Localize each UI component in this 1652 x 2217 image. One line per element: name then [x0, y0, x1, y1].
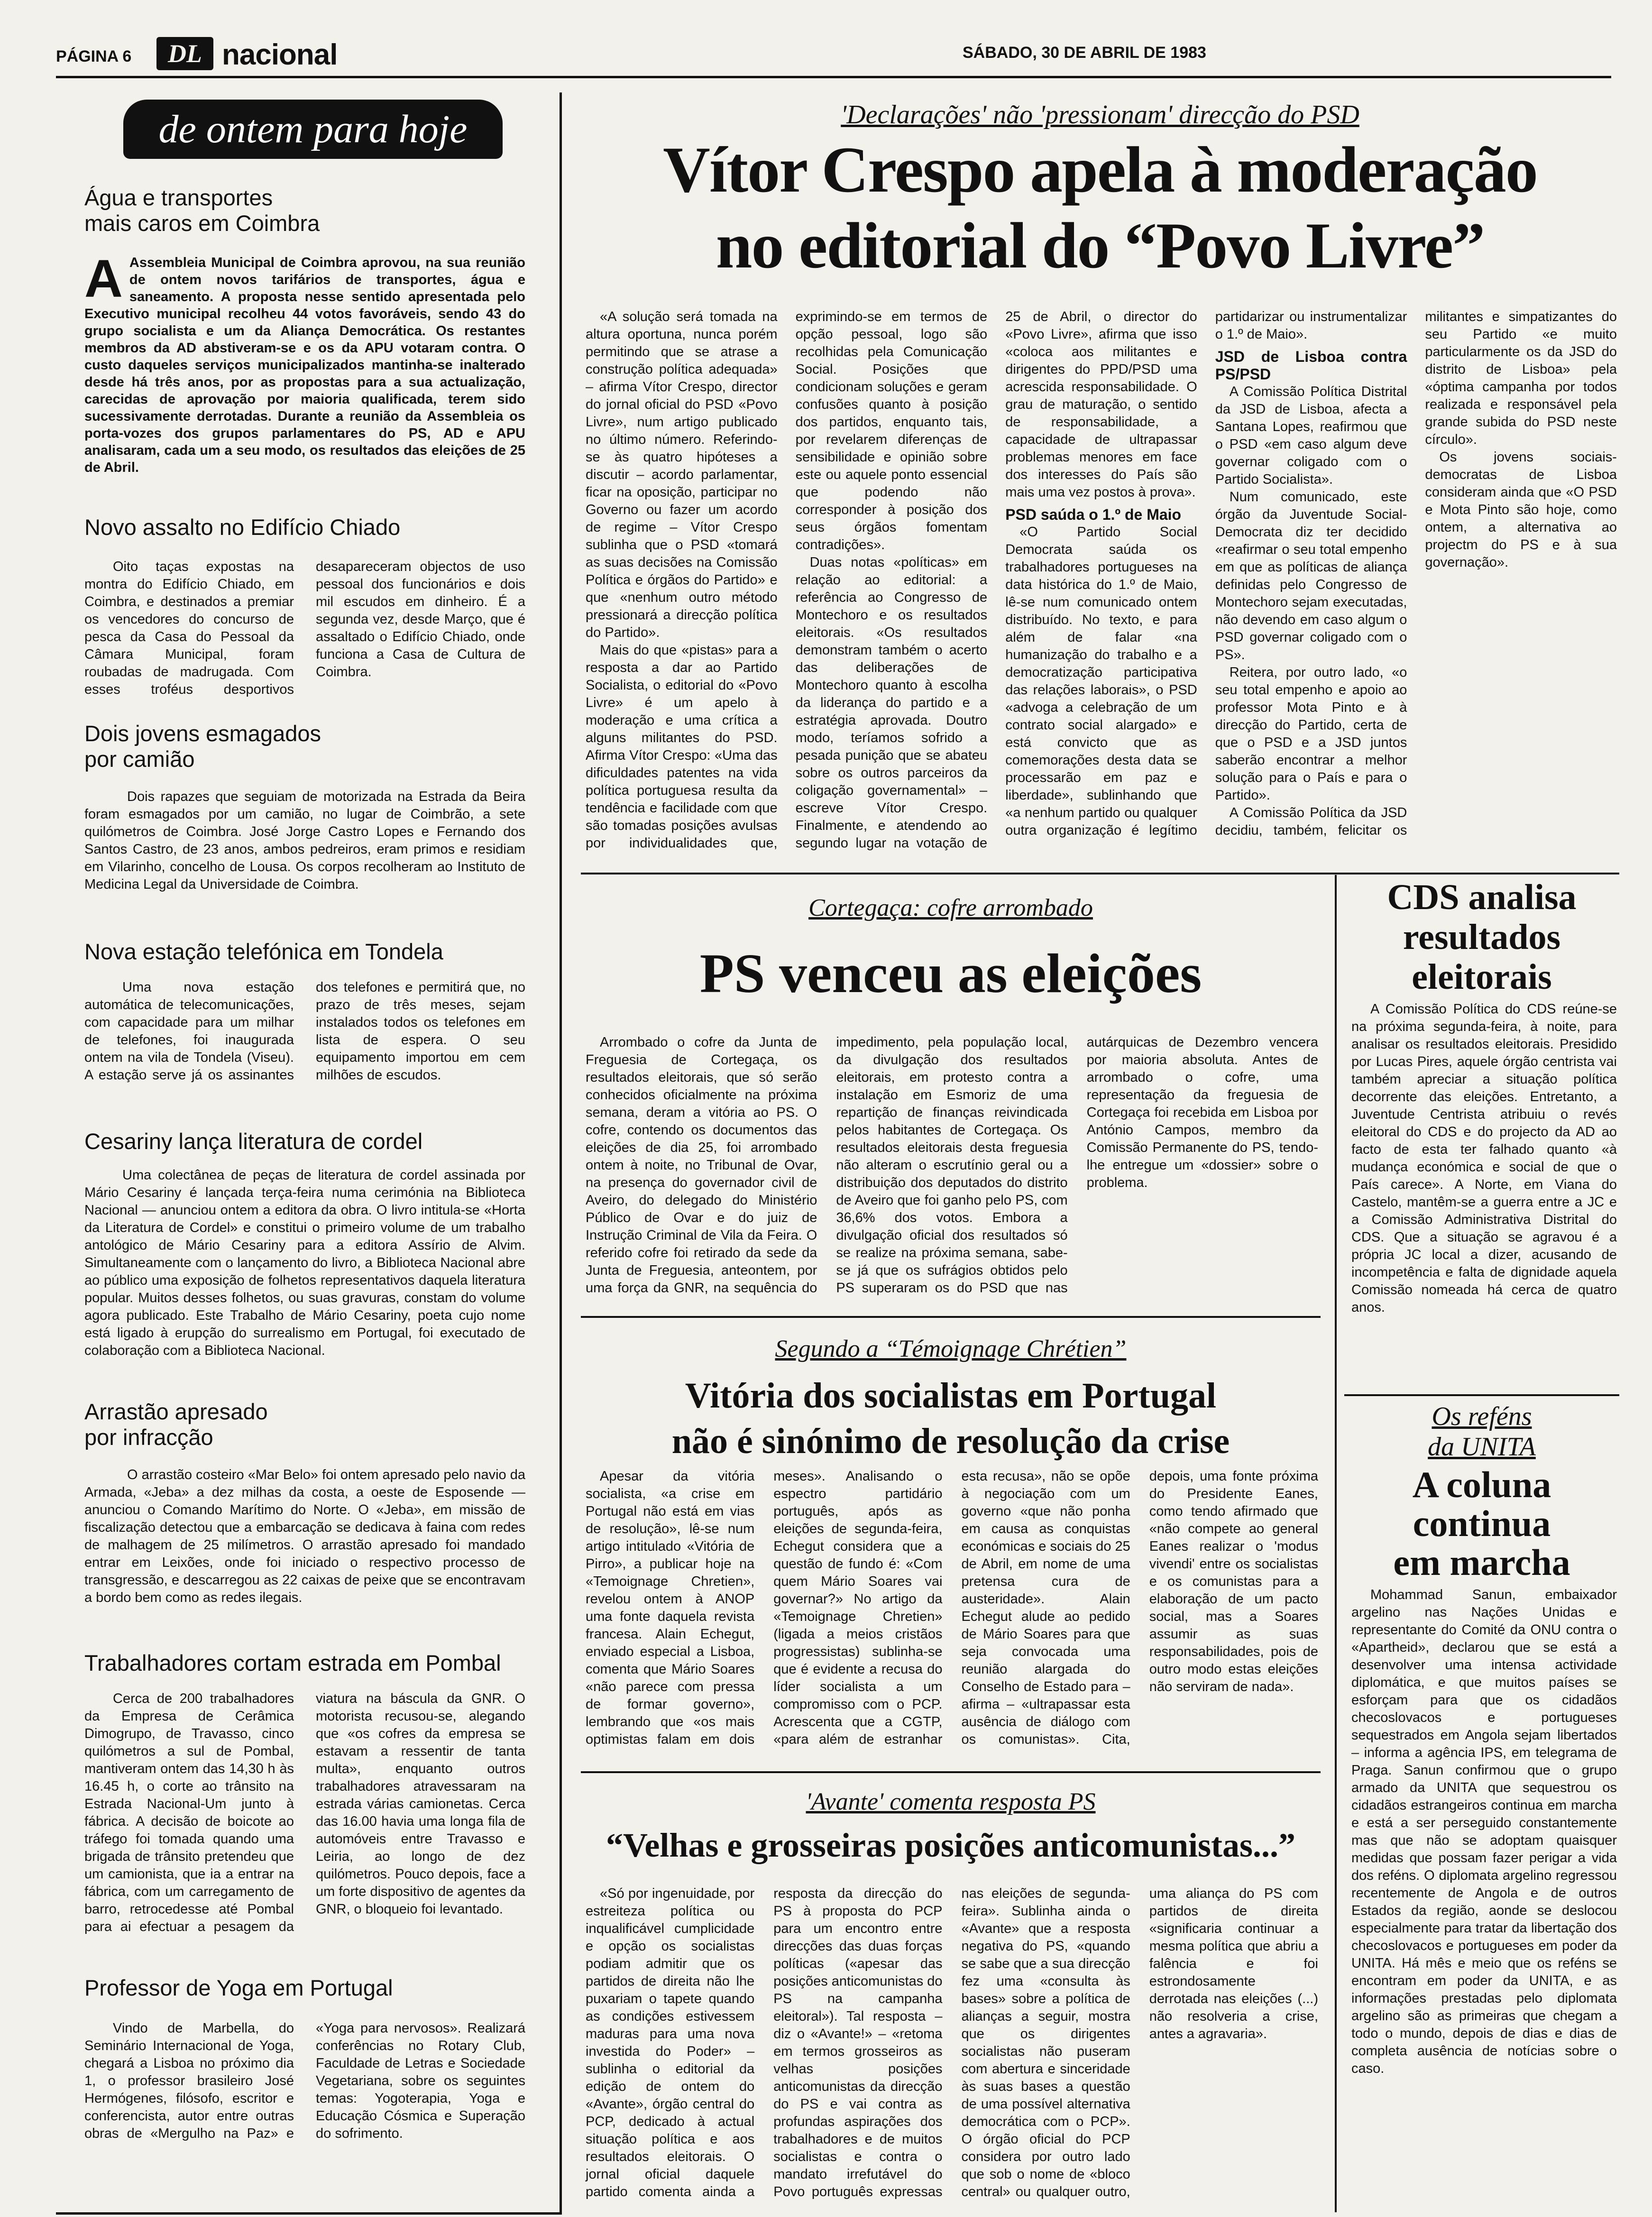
article-title-2: por camião	[84, 746, 195, 772]
cds-headline	[1347, 877, 1617, 997]
article-title: Nova estação telefónica em Tondela	[84, 939, 443, 964]
article-text: Oito taças expostas na montra do Edifício Chiado, em Coimbra, e destinados a premiar os vencedores do concurso de pesca da Casa do Pessoal da Câmara Municipal, foram roubadas de madrugada. Com esses troféus desportivos desapareceram objectos de uso pessoal dos funcionários e dois mil escudos em dinheiro. É a segunda vez, desde Março, que é assaltado o Edifício Chiado, onde funciona a Casa de Cultura de Coimbra.	[84, 559, 525, 697]
main-paragraph: Mais do que «pistas» para a resposta a dar ao Partido Socialista, o editorial do «Povo Livre» é um apelo à moderação e uma crítica a alguns militantes do PSD. Afirma Vítor Crespo: «Uma das dificuldades patentes na vida política portuguesa resulta da tendência e facilidade com que são tomadas posições avulsas por individualidades que, exprimindo-se em termos de opção pessoal, logo são recolhidas pela Comunicação Social. Posições que condicionam soluções e geram confusões quanto à posição dos partidos, enquanto tais, por revelarem diferenças de sensibilidade e opinião sobre este ou aquele ponto essencial que podendo não corresponder à posição dos seus órgãos fomentam contradições».	[586, 309, 988, 851]
main-headline-line-1: Vítor Crespo apela à moderação	[663, 133, 1537, 206]
article-text: Cerca de 200 trabalhadores da Empresa de Cerâmica Dimogrupo, de Travasso, cinco quilómetros a sul de Pombal, mantiveram ontem das 14,30 h às 16.45 h, o corte ao trânsito na Estrada Nacional-Um junto à fábrica. A decisão de boicote ao tráfego foi tomada quando uma brigada de trânsito pretendeu que um camionista, que ia a entrar na fábrica, com um carregamento de barro, retrocedesse até Pombal para ai efectuar a pesagem da viatura na báscula da GNR. O motorista recusou-se, alegando que «os cofres da empresa se estavam a ressentir de tanta multa», enquanto outros trabalhadores atravessaram na estrada várias camionetas. Cerca das 16.00 havia uma longa fila de automóveis entre Travasso e Leiria, ao longo de dez quilómetros. Pouco depois, face a um forte dispositivo de agentes da GNR, o bloqueio foi levantado.	[84, 1691, 525, 1934]
tc-article-text: Apesar da vitória socialista, «a crise em Portugal não está em vias de resolução», lê-se num artigo intitulado «Vitória de Pirro», a publicar hoje na «Temoignage Chretien», revelou ontem à ANOP uma fonte daquela revista francesa. Alain Echegut, enviado especial a Lisboa, comenta que Mário Soares «não parece com pressa de formar governo», lembrando que «os mais optimistas falam em dois meses». Analisando o espectro partidário português, após as eleições de segunda-feira, Echegut considera que a questão de fundo é: «Com quem Mário Soares vai governar?» No artigo da «Temoignage Chretien» (ligada a meios cristãos progressistas) sublinha-se que é evidente a recusa do líder socialista a um compromisso com o PCP. Acrescenta que a CGTP, «para além de estranhar esta recusa», não se opõe à negociação com um governo «que não ponha em causa as conquistas económicas e sociais do 25 de Abril, em nome de uma pretensa cura de austeridade». Alain Echegut alude ao pedido de Mário Soares para que seja convocada uma reunião alargada do Conselho de Estado para – afirma – «ultrapassar esta ausência de diálogo com os comunistas». Cita, depois, uma fonte próxima do Presidente Eanes, como tendo afirmado que «não compete ao general Eanes realizar o 'modus vivendi' entre os socialistas e os comunistas para a elaboração de um pacto social, mas a Soares assumir as suas responsabilidades, pois de outro modo estas eleições não serviram de nada».	[586, 1469, 1318, 1747]
tc-headline-line-1: Vitória dos socialistas em Portugal	[685, 1376, 1217, 1416]
main-kicker: 'Declarações' não 'pressionam' direcção do PSD	[841, 100, 1359, 129]
ps-kicker: Cortegaça: cofre arrombado	[808, 894, 1093, 921]
subheading-jsd-lisboa: JSD de Lisboa contra PS/PSD	[1215, 348, 1407, 383]
unita-headline-line-1: A coluna	[1412, 1464, 1551, 1505]
article-title-2: mais caros em Coimbra	[84, 211, 320, 236]
article-title: Trabalhadores cortam estrada em Pombal	[84, 1650, 501, 1675]
cds-headline-line-2: resultados	[1403, 917, 1561, 957]
article-pombal	[84, 1650, 525, 1936]
subheading-psd-1-maio: PSD saúda o 1.º de Maio	[1005, 506, 1182, 523]
unita-headline	[1347, 1465, 1617, 1582]
main-article-body	[586, 308, 1617, 854]
unita-headline-line-3: em marcha	[1393, 1542, 1570, 1583]
unita-kicker-line-2: da UNITA	[1428, 1432, 1536, 1462]
main-headline	[583, 132, 1617, 284]
unita-kicker	[1347, 1401, 1617, 1462]
tc-kicker: Segundo a “Témoignage Chrétien”	[775, 1335, 1127, 1362]
section-banner-label: de ontem para hoje	[158, 107, 468, 151]
logo-letter: DL	[168, 39, 202, 68]
right-column-rule	[1335, 875, 1337, 2212]
dropcap: A	[84, 249, 123, 308]
tc-headline	[581, 1373, 1321, 1464]
main-paragraph: Reitera, por outro lado, «o seu total empenho e apoio ao professor Mota Pinto e à direcção do Partido, certa de que o PSD e a JSD juntos saberão encontrar a melhor solução para o País e para o Partido».	[1215, 665, 1407, 803]
article-cesariny	[84, 1129, 525, 1360]
main-paragraph: Os jovens sociais-democratas de Lisboa consideram ainda que «O PSD e Mota Pinto são hoje, como ontem, a alternativa ao projectm do PS e à sua governação».	[1425, 450, 1617, 570]
main-story-bottom-rule	[581, 873, 1619, 874]
cds-bottom-rule	[1344, 1394, 1619, 1396]
article-title-2: por infracção	[84, 1425, 213, 1450]
article-title: Novo assalto no Edifício Chiado	[84, 515, 401, 540]
left-column-bottom-rule	[56, 2212, 562, 2215]
section-banner	[123, 100, 503, 159]
article-water-transport	[84, 185, 525, 476]
article-arrastao	[84, 1399, 525, 1607]
main-paragraph: «O Partido Social Democrata saúda os trabalhadores portugueses na data histórica do 1.º de Maio, lê-se num comunicado ontem distribuído. No texto, e para além de falar «na humanização do trabalho e a democratização participativa das relações laborais», o PSD «advoga a celebração de um contrato social alargado» e está convicto que as comemorações desta data se processarão em paz e liberdade», sublinhando que «a nenhum partido ou qualquer outra organização é legítimo partidarizar ou instrumentalizar o 1.º de Maio».	[1005, 309, 1407, 838]
avante-headline: “Velhas e grosseiras posições anticomunistas...”	[606, 1826, 1296, 1864]
tc-bottom-rule	[581, 1771, 1321, 1773]
avante-kicker: 'Avante' comenta resposta PS	[806, 1788, 1096, 1815]
main-paragraph: Duas notas «políticas» em relação ao editorial: a referência ao Congresso de Montechoro e os resultados eleitorais. «Os resultados demonstram também o acerto das deliberações de Montechoro quanto à escolha da liderança do partido e a estratégia aprovada. Doutro modo, teríamos sofrido a pesada punição que se abateu sobre os outros parceiros da coligação governamental» – escreve Vítor Crespo. Finalmente, e atendendo ao segundo lugar na votação de 25 de Abril, o director do «Povo Livre», afirma que isso «coloca aos militantes e dirigentes do PPD/PSD uma acrescida responsabilidade. O grau de maturação, o sentido de responsabilidade, a capacidade de ultrapassar problemas menores em face dos interesses do País são mais uma vez postos à prova».	[795, 309, 1197, 851]
avante-article-text: «Só por ingenuidade, por estreiteza política ou inqualificável cumplicidade e opção os socialistas podiam admitir que os partidos de direita não lhe puxariam o tapete quando as condições estivessem maduras para uma nova investida do Poder» – sublinha o editorial da edição de ontem do «Avante», órgão central do PCP, dedicado à actual situação política e aos resultados eleitorais. O jornal oficial daquele partido comenta ainda a resposta da direcção do PS à proposta do PCP para um encontro entre direcções das duas forças políticas («apesar das posições anticomunistas do PS na campanha eleitoral»). Tal resposta – diz o «Avante!» – «retoma em termos grosseiros as velhas posições anticomunistas da direcção do PS e vai contra as profundas aspirações dos trabalhadores e de muitos socialistas e contra o mandato irrefutável do Povo português expressas nas eleições de segunda-feira». Sublinha ainda o «Avante» que a resposta negativa do PS, «quando se sabe que a sua direcção fez uma «consulta às bases» sobre a política de alianças a seguir, mostra que os dirigentes socialistas não puseram com abertura e sinceridade às suas bases a questão de uma possível alternativa democrática com o PCP». O órgão oficial do PCP considera por outro lado que sob o nome de «bloco central» ou qualquer outro, uma aliança do PS com partidos de direita «significaria continuar a mesma política que abriu a falência e foi estrondosamente derrotada nas eleições (...) não resolveria a crise, antes a agravaria».	[586, 1886, 1318, 2199]
section-name: nacional	[222, 38, 338, 71]
article-camiao	[84, 721, 525, 893]
ps-bottom-rule	[581, 1316, 1321, 1318]
tc-headline-line-2: não é sinónimo de resolução da crise	[671, 1421, 1230, 1461]
left-column-rule	[560, 92, 562, 2212]
main-paragraph: «A solução será tomada na altura oportuna, nunca porém permitindo que se atrase a construção política adequada» – afirma Vítor Crespo, director do jornal oficial do PSD «Povo Livre», num artigo publicado no último número. Referindo-se às quatro hipóteses a discutir – acordo parlamentar, ficar na oposição, participar no Governo ou fazer um acordo de regime – Vítor Crespo sublinha que o PSD «tomará as suas decisões na Comissão Política e órgãos do Partido» e que «nenhum outro método pressionará a direcção política do Partido».	[586, 309, 778, 640]
article-body	[84, 249, 525, 476]
article-text: Uma colectânea de peças de literatura de cordel assinada por Mário Cesariny é lançada terça-feira numa cerimónia na Biblioteca Nacional — anunciou ontem a editora da obra. O livro intitula-se «Horta da Literatura de Cordel» e constitui o primeiro volume de um trabalho antológico de Mário Cesariny para a editora Assírio de Alvim. Simultaneamente com o lançamento do livro, a Biblioteca Nacional abre ao público uma exposição de folhetos representativos daquela literatura popular. Muitos desses folhetos, ou suas gravuras, constam do volume agora publicado. Este Trabalho de Mário Cesariny, poeta cujo nome está ligado à erupção do surrealismo em Portugal, foi executado de colaboração com a Biblioteca Nacional.	[84, 1168, 525, 1358]
page-number: PÁGINA 6	[56, 47, 132, 65]
cds-headline-line-1: CDS analisa	[1387, 877, 1577, 917]
article-text: O arrastão costeiro «Mar Belo» foi ontem apresado pelo navio da Armada, «Jeba» a dez milhas da costa, a oeste de Esposende — anunciou o Comando Marítimo do Norte. O «Jeba», em missão de fiscalização detectou que a embarcação se dedicava à faina com redes de malhagem de 25 milímetros. O arrastão apresado foi mandado entrar em Leixões, onde foi iniciado o respectivo processo de transgressão, e descarregou as 22 caixas de peixe que se encontravam a bordo bem como as redes ilegais.	[84, 1467, 525, 1605]
article-chiado	[84, 515, 525, 699]
article-text: Vindo de Marbella, do Seminário Internacional de Yoga, chegará a Lisboa no próximo dia 1, o professor brasileiro José Hermógenes, filósofo, escritor e conferencista, autor entre outras obras de «Mergulho na Paz» e «Yoga para nervosos». Realizará conferências no Rotary Club, Faculdade de Letras e Sociedade Vegetariana, sobre os seguintes temas: Yogoterapia, Yoga e Educação Cósmica e Superação do sofrimento.	[84, 2021, 525, 2141]
article-text: Assembleia Municipal de Coimbra aprovou, na sua reunião de ontem novos tarifários de transportes, água e saneamento. A proposta nesse sentido apresentada pelo Executivo municipal recolheu 44 votos favoráveis, sendo 43 do grupo socialista e um da Aliança Democrática. Os restantes membros da AD abstiveram-se e os da APU votaram contra. O custo daqueles serviços municipalizados mantinha-se inalterado desde há três anos, por as propostas para a sua actualização, carecidas de aprovação por maioria qualificada, terem sido sucessivamente derrotadas. Durante a reunião da Assembleia os porta-vozes dos grupos parlamentares do PS, AD e APU analisaram, cada um a seu modo, os resultados das eleições de 25 de Abril.	[84, 255, 525, 475]
main-paragraph: Num comunicado, este órgão da Juventude Social-Democrata diz ter decidido «reafirmar o seu total empenho em que as políticas de aliança definidas pelo Congresso de Montechoro sejam executadas, não devendo em caso algum o PSD governar coligado com o PS».	[1215, 489, 1407, 662]
ps-headline: PS venceu as eleições	[699, 942, 1202, 1004]
article-title: Dois jovens esmagados	[84, 721, 321, 746]
article-title: Arrastão apresado	[84, 1399, 268, 1424]
header-rule	[56, 76, 1611, 78]
main-paragraph: A Comissão Política Distrital da JSD de Lisboa, afecta a Santana Lopes, reafirmou que o PSD «em caso algum deve governar coligado com o Partido Socialista».	[1215, 384, 1407, 487]
logo-icon	[156, 37, 213, 70]
issue-date: SÁBADO, 30 DE ABRIL DE 1983	[963, 44, 1206, 62]
article-title: Água e transportes	[84, 185, 273, 210]
cds-article-text: A Comissão Política do CDS reúne-se na próxima segunda-feira, à noite, para analisar os resultados eleitorais. Presidido por Lucas Pires, aquele órgão centrista vai também apreciar a situação política decorrente das eleições. Entretanto, a Juventude Centrista atribuiu o revés eleitoral do CDS e do projecto da AD ao facto de esta ter falhado quanto «à mudança económica e social de que o País carece». A Norte, em Viana do Castelo, mantêm-se a guerra entre a JC e a Comissão Administrativa Distrital do CDS. Que a situação se agravou é a própria JC local a dizer, acusando de incompetência e falta de dignidade aquela Comissão nomeada há cerca de quatro anos.	[1351, 1002, 1617, 1315]
article-text: Dois rapazes que seguiam de motorizada na Estrada da Beira foram esmagados por um camião, no lugar de Coimbrão, a sete quilómetros de Coimbra. José Jorge Castro Lopes e Fernando dos Santos Castro, de 23 anos, ambos pedreiros, eram primos e residiam em Vilarinho, concelho de Lousa. Os corpos recolheram ao Instituto de Medicina Legal da Universidade de Coimbra.	[84, 789, 525, 892]
main-headline-line-2: no editorial do “Povo Livre”	[716, 209, 1485, 282]
article-text: Uma nova estação automática de telecomunicações, com capacidade para um milhar de telefones, foi inaugurada ontem na vila de Tondela (Viseu). A estação serve já os assinantes dos telefones e permitirá que, no prazo de três meses, sejam instalados todos os telefones em lista de espera. O seu equipamento importou em cem milhões de escudos.	[84, 980, 525, 1083]
unita-article-text: Mohammad Sanun, embaixador argelino nas Nações Unidas e representante do Comité da ONU contra o «Apartheid», declarou que se está a desenvolver uma intensa actividade diplomática, e que muitos países se esforçam para que os cidadãos checoslovacos e portugueses sequestrados em Angola sejam libertados – informa a agência IPS, em telegrama de Praga. Sanun confirmou que o grupo armado da UNITA que sequestrou os cidadãos estrangeiros continua em marcha e está a ser perseguido constantemente mas que não se adoptam quaisquer medidas que possam fazer perigar a vida dos reféns. O diplomata argelino regressou recentemente de Angola e de outros Estados da região, aonde se deslocou especialmente para tratar da libertação dos checoslovacos e portugueses em poder da UNITA. Há mês e meio que os reféns se encontram em poder da UNITA, e as informações prestadas pelo diplomata argelino são as primeiras que chegam a todo o mundo, depois de dias e dias de completa ausência de notícias sobre o caso.	[1351, 1587, 1617, 2076]
unita-headline-line-2: continua	[1413, 1503, 1551, 1544]
article-title: Professor de Yoga em Portugal	[84, 1975, 393, 2000]
main-paragraph: A Comissão Política da JSD decidiu, também, felicitar os militantes e simpatizantes do seu Partido «e muito particularmente os da JSD do distrito de Lisboa» pela «óptima campanha por todos realizada e responsável pela grande subida do PSD neste círculo».	[1215, 309, 1617, 838]
cds-headline-line-3: eleitorais	[1412, 957, 1552, 997]
unita-kicker-line-1: Os reféns	[1432, 1402, 1532, 1431]
ps-article-text: Arrombado o cofre da Junta de Freguesia de Cortegaça, os resultados eleitorais, que só serão conhecidos oficialmente na próxima semana, deram a vitória ao PS. O cofre, contendo os documentos das eleições de dia 25, foi arrombado ontem à noite, no Tribunal de Ovar, na presença do governador civil de Aveiro, do delegado do Ministério Público de Ovar e do juiz de Instrução Criminal de Vila da Feira. O referido cofre foi retirado da sede da Junta de Freguesia, anteontem, por uma força da GNR, na sequência do impedimento, pela população local, da divulgação dos resultados eleitorais, em protesto contra a instalação em Esmoriz de uma repartição de finanças reivindicada pelos habitantes de Cortegaça. Os resultados eleitorais desta freguesia não alteram o escrutínio geral ou a distribuição dos deputados do distrito de Aveiro que foi ganho pelo PS, com 36,6% dos votos. Embora a divulgação oficial dos resultados só se realize na próxima semana, sabe-se já que os sufrágios obtidos pelo PS superaram os do PSD que nas autárquicas de Dezembro vencera por maioria absoluta. Antes de arrombado o cofre, uma representação da freguesia de Cortegaça foi recebida em Lisboa por António Campos, membro da Comissão Permanente do PS, tendo-lhe entregue um «dossier» sobre o problema.	[586, 1035, 1318, 1296]
article-yoga	[84, 1975, 525, 2143]
article-tondela	[84, 939, 525, 1084]
article-title: Cesariny lança literatura de cordel	[84, 1129, 423, 1154]
